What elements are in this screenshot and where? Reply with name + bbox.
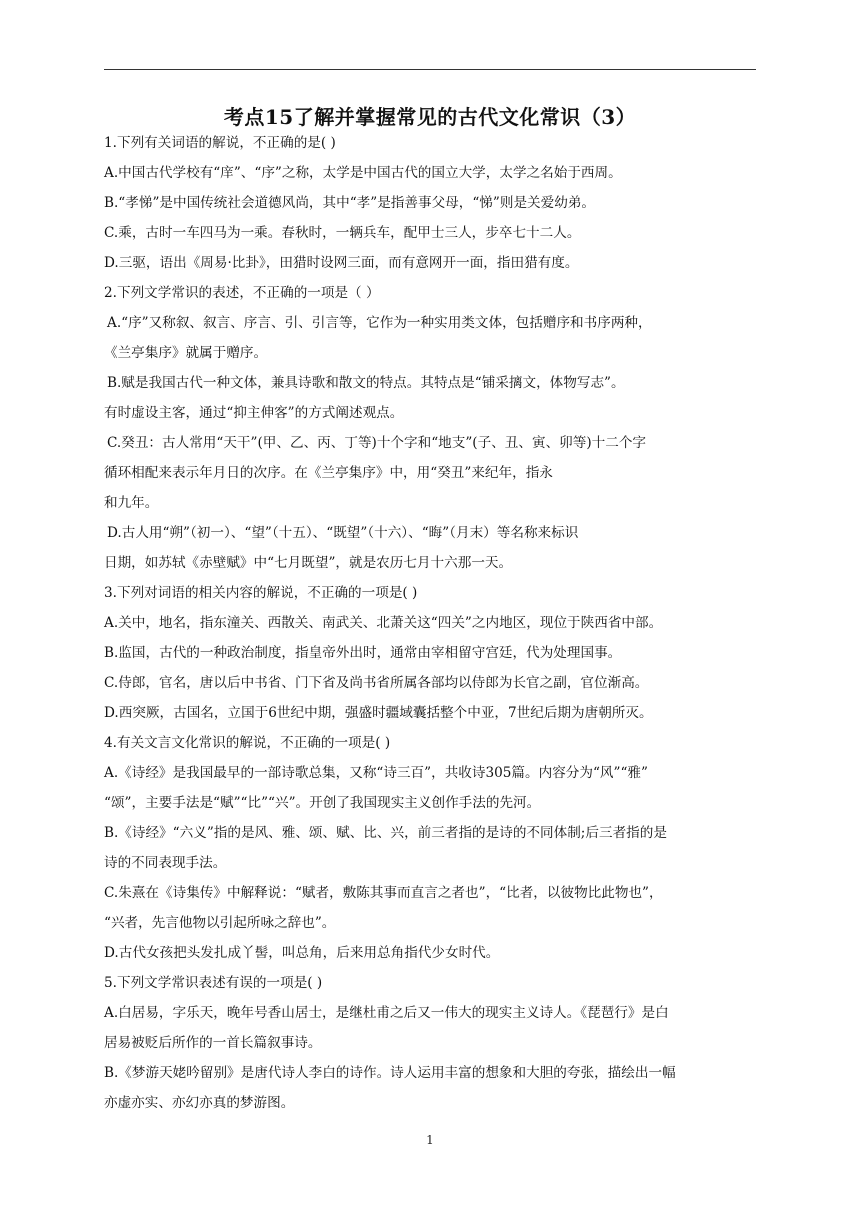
option-line: 循环相配来表示年月日的次序。在《兰亭集序》中，用“癸丑”来纪年，指永 bbox=[104, 465, 553, 481]
option-line: 亦虚亦实、亦幻亦真的梦游图。 bbox=[104, 1095, 295, 1111]
option-line: A.关中，地名，指东潼关、西散关、南武关、北萧关这“四关”之内地区，现位于陕西省中部。 bbox=[104, 615, 663, 631]
option-line: B.赋是我国古代一种文体，兼具诗歌和散文的特点。其特点是“铺采摛文，体物写志”。 bbox=[107, 375, 625, 391]
question-line: 3.下列对词语的相关内容的解说，不正确的一项是( ) bbox=[104, 585, 418, 601]
option-line: 《兰亭集序》就属于赠序。 bbox=[104, 345, 268, 361]
option-line: A.中国古代学校有“庠”、“序”之称，太学是中国古代的国立大学，太学之名始于西周。 bbox=[104, 165, 622, 181]
option-line: B.“孝悌”是中国传统社会道德风尚，其中“孝”是指善事父母，“悌”则是关爱幼弟。 bbox=[104, 195, 596, 211]
option-line: B.《诗经》“六义”指的是风、雅、颂、赋、比、兴，前三者指的是诗的不同体制;后三者指的是 bbox=[104, 825, 667, 841]
option-line: A.《诗经》是我国最早的一部诗歌总集，又称“诗三百”，共收诗305篇。内容分为“风”“雅” bbox=[104, 765, 648, 781]
page-title: 考点15了解并掌握常见的古代文化常识（3） bbox=[223, 105, 637, 129]
document-body bbox=[104, 128, 760, 1118]
option-line: D.西突厥，古国名，立国于6世纪中期，强盛时疆域囊括整个中亚，7世纪后期为唐朝所灭。 bbox=[104, 705, 653, 721]
option-line: C.朱熹在《诗集传》中解释说：“赋者，敷陈其事而直言之者也”，“比者，以彼物比此物也”， bbox=[104, 885, 663, 901]
option-line: 日期，如苏轼《赤壁赋》中“七月既望”，就是农历七月十六那一天。 bbox=[104, 555, 513, 571]
question-line: 2.下列文学常识的表述，不正确的一项是（ ） bbox=[104, 285, 380, 301]
option-line: D.古人用“朔”（初一）、“望”（十五）、“既望”（十六）、“晦”（月末）等名称来标识 bbox=[107, 525, 579, 541]
option-line: “兴者，先言他物以引起所咏之辞也”。 bbox=[104, 915, 336, 931]
option-line: 诗的不同表现手法。 bbox=[104, 855, 227, 871]
question-line: 4.有关文言文化常识的解说，不正确的一项是( ) bbox=[104, 735, 391, 751]
option-line: A.“序”又称叙、叙言、序言、引、引言等，它作为一种实用类文体，包括赠序和书序两种， bbox=[107, 315, 652, 331]
option-line: B.《梦游天姥吟留别》是唐代诗人李白的诗作。诗人运用丰富的想象和大胆的夸张，描绘出一幅 bbox=[104, 1065, 676, 1081]
option-line: 和九年。 bbox=[104, 495, 159, 511]
option-line: C.癸丑：古人常用“天干”(甲、乙、丙、丁等)十个字和“地支”(子、丑、寅、卯等)十二个字 bbox=[107, 435, 647, 451]
question-line: 5.下列文学常识表述有误的一项是( ) bbox=[104, 975, 323, 991]
option-line: C.侍郎，官名，唐以后中书省、门下省及尚书省所属各部均以侍郎为长官之副，官位渐高。 bbox=[104, 675, 649, 691]
page-number: 1 bbox=[426, 1133, 434, 1147]
option-line: B.监国，古代的一种政治制度，指皇帝外出时，通常由宰相留守宫廷，代为处理国事。 bbox=[104, 645, 622, 661]
option-line: A.白居易，字乐天，晚年号香山居士，是继杜甫之后又一伟大的现实主义诗人。《琵琶行》是白 bbox=[104, 1005, 669, 1021]
option-line: 有时虚设主客，通过“抑主伸客”的方式阐述观点。 bbox=[104, 405, 404, 421]
option-line: D.三驱，语出《周易·比卦》，田猎时设网三面，而有意网开一面，指田猎有度。 bbox=[104, 255, 579, 271]
option-line: D.古代女孩把头发扎成丫髻，叫总角，后来用总角指代少女时代。 bbox=[104, 945, 500, 961]
option-line: C.乘，古时一车四马为一乘。春秋时，一辆兵车，配甲士三人，步卒七十二人。 bbox=[104, 225, 581, 241]
header-rule bbox=[104, 69, 756, 70]
question-line: 1.下列有关词语的解说，不正确的是( ) bbox=[104, 135, 336, 151]
option-line: 居易被贬后所作的一首长篇叙事诗。 bbox=[104, 1035, 322, 1051]
option-line: “颂”，主要手法是“赋”“比”“兴”。开创了我国现实主义创作手法的先河。 bbox=[104, 795, 541, 811]
